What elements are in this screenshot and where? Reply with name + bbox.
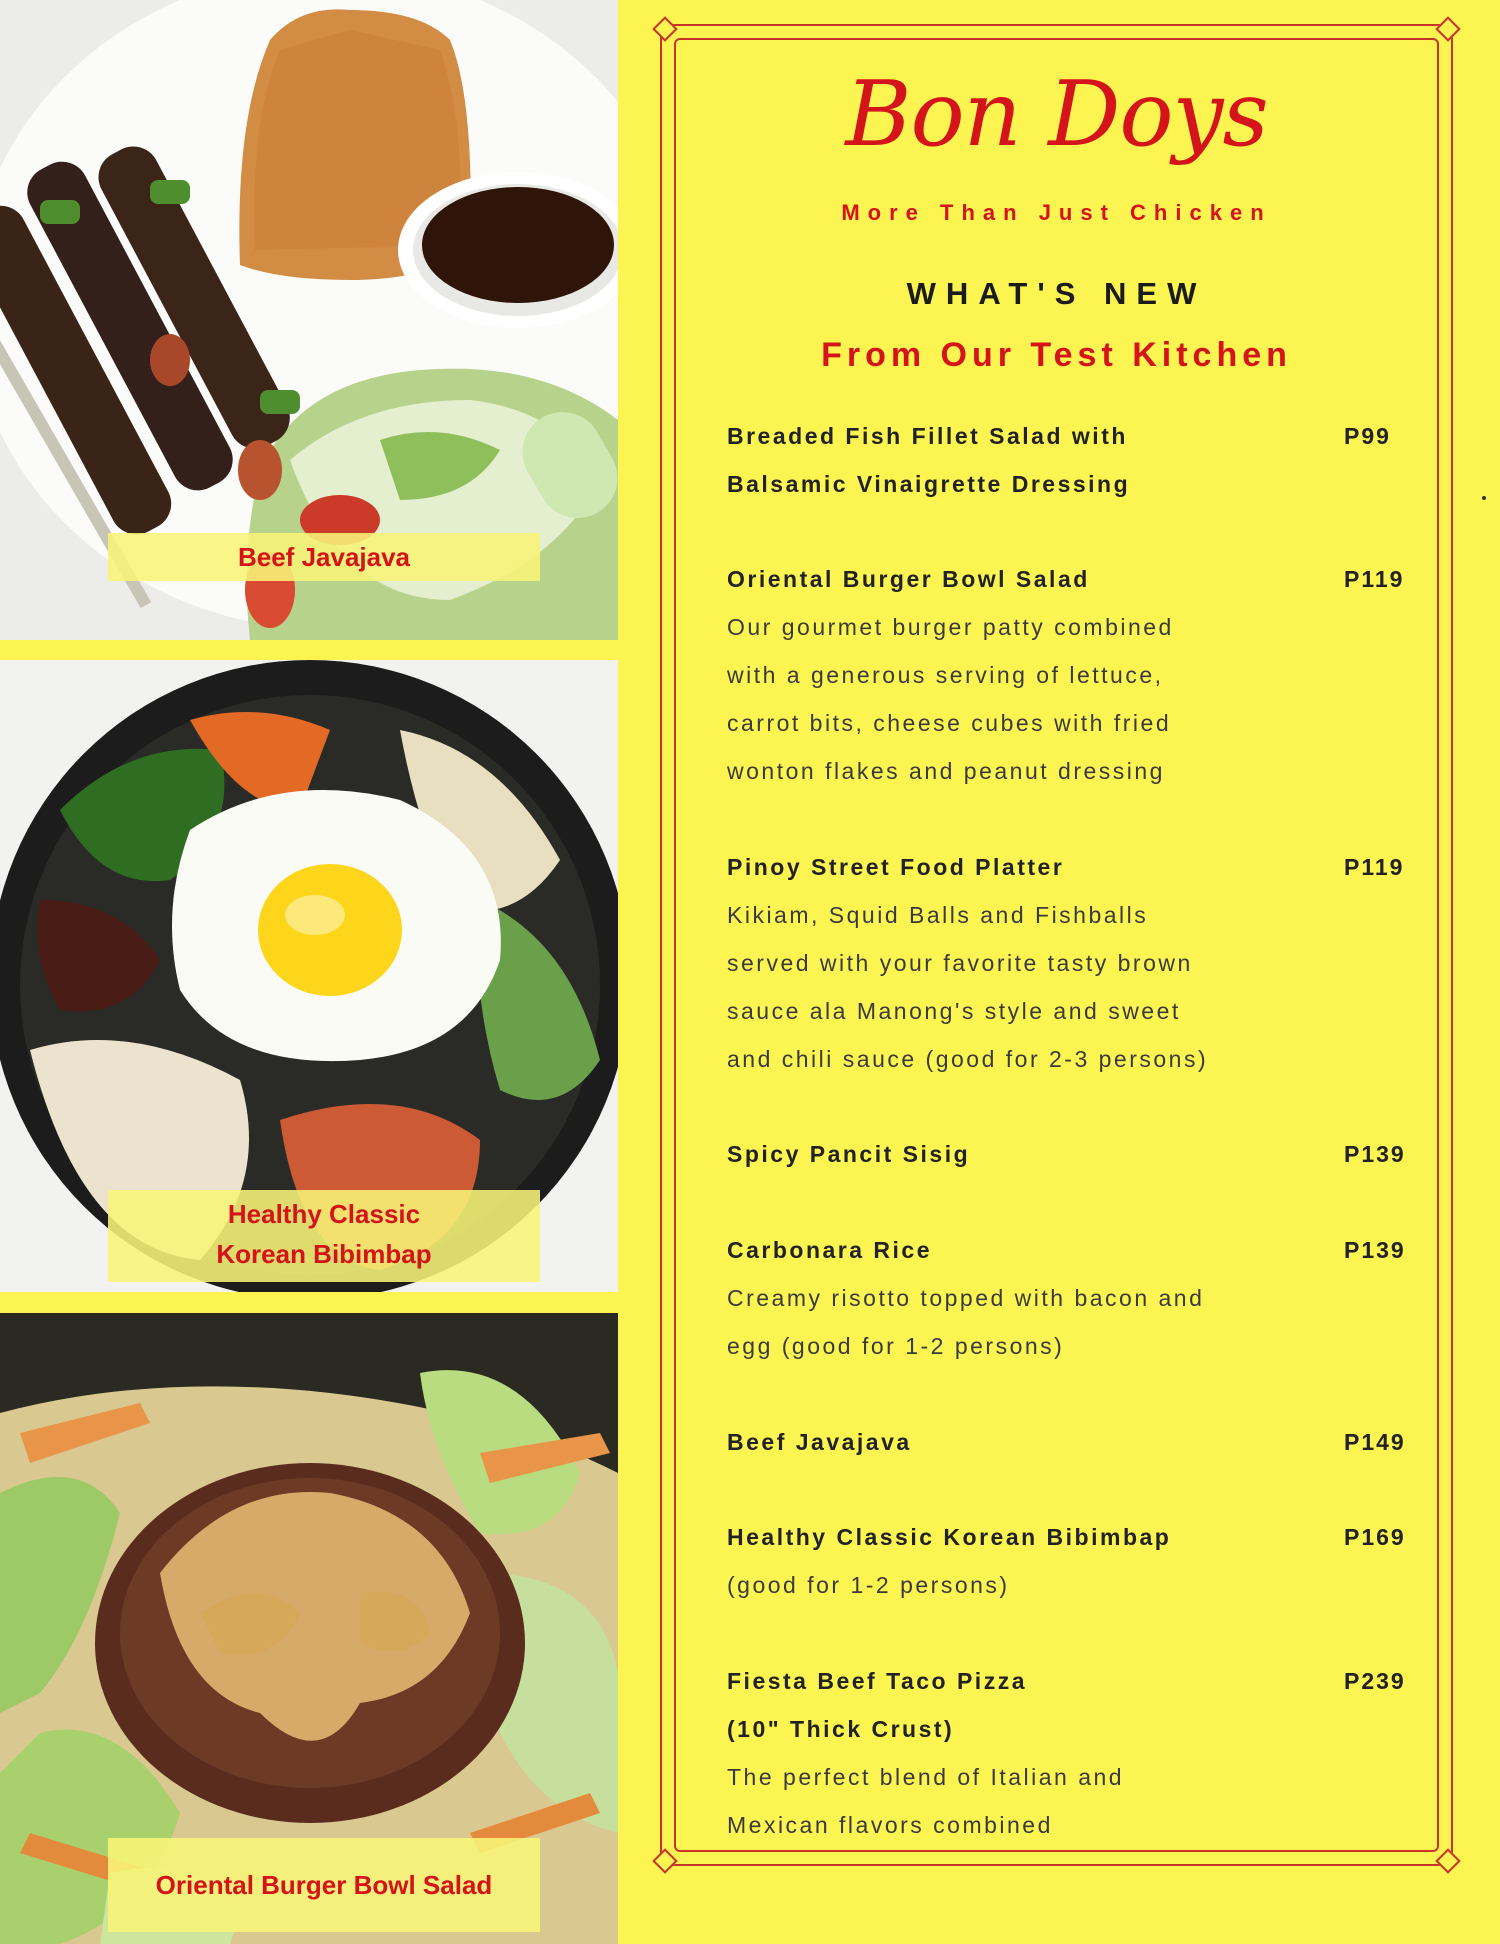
menu-item-name-line: Fiesta Beef Taco Pizza <box>727 1668 1027 1694</box>
menu-item-description-line: Kikiam, Squid Balls and Fishballs <box>727 902 1149 928</box>
menu-item-description-line: carrot bits, cheese cubes with fried <box>727 710 1172 736</box>
menu-item-price: P99 <box>1344 423 1391 449</box>
caption-line: Korean Bibimbap <box>216 1239 432 1269</box>
menu-item-description-line: with a generous serving of lettuce, <box>727 662 1164 688</box>
menu-item-name-line: Healthy Classic Korean Bibimbap <box>727 1524 1172 1550</box>
menu-item-description-line: Mexican flavors combined <box>727 1812 1053 1838</box>
menu-item-name <box>727 1657 1287 1753</box>
menu-item-description-line: (good for 1-2 persons) <box>727 1572 1010 1598</box>
menu-item-price: P239 <box>1344 1668 1406 1694</box>
menu-item-name-line: Pinoy Street Food Platter <box>727 854 1065 880</box>
menu-item-price: P119 <box>1344 854 1405 880</box>
menu-item-name-line: Balsamic Vinaigrette Dressing <box>727 471 1131 497</box>
menu-item-name-line: Spicy Pancit Sisig <box>727 1141 971 1167</box>
photo-caption: Beef Javajava <box>108 533 540 581</box>
menu-item-name-line: Oriental Burger Bowl Salad <box>727 566 1090 592</box>
caption-line: Healthy Classic <box>227 1199 421 1229</box>
menu-item-description-line: sauce ala Manong's style and sweet <box>727 998 1181 1024</box>
menu-item-name <box>727 843 1287 891</box>
menu-item-description <box>727 1274 1327 1370</box>
menu-item-description-line: Creamy risotto topped with bacon and <box>727 1285 1205 1311</box>
menu-item-price: P119 <box>1344 566 1405 592</box>
decorative-dot <box>1482 496 1486 500</box>
menu-item-description <box>727 1753 1327 1849</box>
menu-item-name <box>727 1418 1287 1466</box>
menu-item-description-line: wonton flakes and peanut dressing <box>727 758 1165 784</box>
menu-item-name-line: Beef Javajava <box>727 1429 912 1455</box>
menu-item-price: P169 <box>1344 1524 1406 1550</box>
menu-item-description <box>727 1561 1327 1609</box>
menu-item-name <box>727 1226 1287 1274</box>
menu-item-name-line: Carbonara Rice <box>727 1237 933 1263</box>
photo-caption: Oriental Burger Bowl Salad <box>108 1838 540 1932</box>
menu-item-description <box>727 603 1327 795</box>
brand-tagline: More Than Just Chicken <box>841 200 1272 225</box>
menu-item-description-line: Our gourmet burger patty combined <box>727 614 1174 640</box>
photo-caption <box>108 1190 540 1282</box>
menu-item-name <box>727 1130 1287 1178</box>
brand-logo-text: Bon Doys <box>845 62 1268 167</box>
menu-item-price: P149 <box>1344 1429 1406 1455</box>
menu-item-name-line: (10" Thick Crust) <box>727 1716 955 1742</box>
menu-item-description <box>727 891 1327 1083</box>
menu-item-description-line: served with your favorite tasty brown <box>727 950 1193 976</box>
menu-item-price: P139 <box>1344 1237 1406 1263</box>
menu-item-name <box>727 555 1287 603</box>
menu-item-description-line: The perfect blend of Italian and <box>727 1764 1125 1790</box>
menu-item-description-line: and chili sauce (good for 2-3 persons) <box>727 1046 1209 1072</box>
menu-item-description-line: egg (good for 1-2 persons) <box>727 1333 1065 1359</box>
menu-item-name <box>727 1513 1287 1561</box>
section-title: WHAT'S NEW <box>906 276 1207 311</box>
menu-item-name-line: Breaded Fish Fillet Salad with <box>727 423 1128 449</box>
menu-item-name <box>727 412 1287 508</box>
menu-item-price: P139 <box>1344 1141 1406 1167</box>
section-subtitle: From Our Test Kitchen <box>821 336 1292 374</box>
